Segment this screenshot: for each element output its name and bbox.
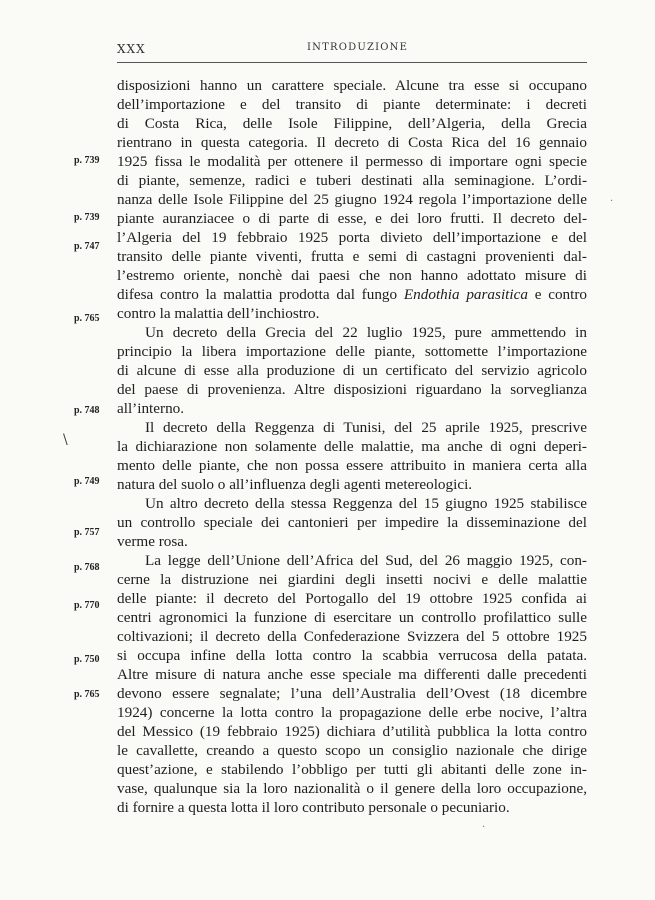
text-line: Altre misure di natura anche esse speciale ma differenti dalle precedenti (117, 666, 587, 683)
text-line: cerne la distruzione nei giardini degli insetti nocivi e delle malattie (117, 571, 587, 588)
margin-ref: p. 757 (74, 527, 100, 538)
text-line: Un decreto della Grecia del 22 luglio 1925, pure ammettendo in (145, 324, 587, 341)
margin-ref: p. 739 (74, 212, 100, 223)
text-line: Un altro decreto della stessa Reggenza del 15 giugno 1925 stabilisce (145, 495, 587, 512)
text-line: mento delle piante, che non possa essere attribuito in maniera certa alla (117, 457, 587, 474)
text-line: di Costa Rica, delle Isole Filippine, dell’Algeria, della Grecia (117, 115, 587, 132)
fungus-name: Endothia parasitica (403, 286, 528, 303)
text-line: devono essere segnalate; l’una dell’Australia dell’Ovest (18 dicembre (117, 685, 587, 702)
margin-ref: p. 749 (74, 476, 100, 487)
text-line: La legge dell’Unione dell’Africa del Sud, del 26 maggio 1925, con- (145, 552, 587, 569)
stray-mark: \ (63, 432, 68, 448)
text-line: disposizioni hanno un carattere speciale. Alcune tra esse si occupano (117, 77, 587, 94)
running-title: INTRODUZIONE (307, 42, 409, 53)
text-line: 1924) concerne la lotta contro la propagazione delle erbe nocive, l’altra (117, 704, 587, 721)
text-line: di piante, semenze, radici e tuberi destinati alla seminagione. L’ordi- (117, 172, 587, 189)
text-line: piante auranziacee o di parte di esse, e dei loro frutti. Il decreto del- (117, 210, 587, 227)
text-line: di alcune di esse alla produzione di un certificato del servizio agricolo (117, 362, 587, 379)
text-line: quest’azione, e stabilendo l’obbligo per tutti gli abitanti delle zone in- (117, 761, 587, 778)
margin-ref: p. 770 (74, 600, 100, 611)
stray-mark: · (482, 822, 486, 833)
text-line: vase, qualunque sia la loro nazionalità o il genere della loro occupazione, (117, 780, 587, 797)
margin-ref: p. 765 (74, 689, 100, 700)
text-line: la dichiarazione non solamente delle malattie, ma anche di ogni deperi- (117, 438, 587, 455)
text-line: si occupa infine della lotta contro la scabbia verrucosa della patata. (117, 647, 587, 664)
text-line: verme rosa. (117, 533, 188, 550)
text-line: rientrano in questa categoria. Il decreto di Costa Rica del 16 gennaio (117, 134, 587, 151)
text-line: all’interno. (117, 400, 185, 417)
text-line: natura del suolo o all’influenza degli agenti metereologici. (117, 476, 473, 493)
margin-ref: p. 748 (74, 405, 100, 416)
text-line: delle piante: il decreto del Portogallo del 19 ottobre 1925 confida ai (117, 590, 587, 607)
page-number: XXX (117, 42, 146, 56)
text-line: l’Algeria del 19 febbraio 1925 porta divieto dell’importazione e del (117, 229, 587, 246)
text-line: le cavallette, creando a questo scopo un consiglio nazionale che dirige (117, 742, 587, 759)
margin-ref: p. 747 (74, 241, 100, 252)
text-line: del paese di provenienza. Altre disposizioni riguardano la sorveglianza (117, 381, 587, 398)
text-line: transito delle piante viventi, frutta e semi di castagni provenienti dal- (117, 248, 587, 265)
text-line: coltivazioni; il decreto della Confederazione Svizzera del 5 ottobre 1925 (117, 628, 587, 645)
text-line: principio la libera importazione delle piante, sottomette l’importazione (117, 343, 587, 360)
text-line: centri agronomici la funzione di esercitare un controllo profilattico sulle (117, 609, 587, 626)
margin-ref: p. 739 (74, 155, 100, 166)
margin-ref: p. 750 (74, 654, 100, 665)
text-line: contro la malattia dell’inchiostro. (117, 305, 320, 322)
text-line: 1925 fissa le modalità per ottenere il permesso di importare ogni specie (117, 153, 587, 170)
text-segment: e contro (527, 286, 588, 303)
text-segment: difesa contro la malattia prodotta dal fungo (117, 286, 398, 303)
text-line: nanza delle Isole Filippine del 25 giugno 1924 regola l’importazione delle (117, 191, 587, 208)
text-line: un controllo speciale dei cantonieri per impedire la disseminazione del (117, 514, 587, 531)
text-line: dell’importazione e del transito di piante determinate: i decreti (117, 96, 587, 113)
margin-ref: p. 765 (74, 313, 100, 324)
margin-ref: p. 768 (74, 562, 100, 573)
header-rule (117, 62, 587, 63)
stray-mark: · (610, 196, 614, 207)
text-line: l’estremo oriente, nonchè dai paesi che non hanno adottato misure di (117, 267, 587, 284)
text-line: del Messico (19 febbraio 1925) dichiara d’utilità pubblica la lotta contro (117, 723, 587, 740)
running-header (117, 42, 587, 60)
text-line: di fornire a questa lotta il loro contributo personale o pecuniario. (117, 799, 510, 816)
text-line: Il decreto della Reggenza di Tunisi, del 25 aprile 1925, prescrive (145, 419, 587, 436)
text-line-with-italic (117, 285, 587, 304)
